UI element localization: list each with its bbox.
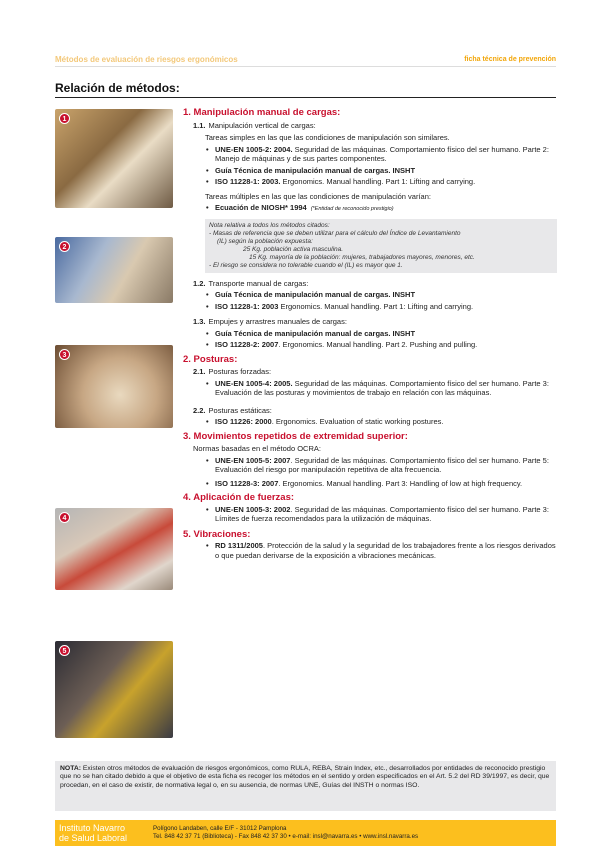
header-subtitle: ficha técnica de prevención bbox=[464, 56, 556, 63]
photo-number-badge: 3 bbox=[59, 349, 70, 360]
subsection-heading: 1.1. Manipulación vertical de cargas: bbox=[193, 120, 316, 130]
section-heading: 3. Movimientos repetidos de extremidad superior: bbox=[183, 430, 408, 442]
subsection-heading: 1.3. Empujes y arrastres manuales de cargas: bbox=[193, 317, 347, 326]
photo-force-application bbox=[55, 641, 173, 738]
photo-cargo-handling bbox=[55, 109, 173, 208]
title-divider bbox=[55, 97, 556, 98]
paragraph: Tareas simples en las que las condiciones de manipulación son similares. bbox=[205, 133, 450, 142]
list-item: • ISO 11226: 2000. Ergonomics. Evaluation of static working postures. bbox=[205, 417, 557, 427]
header-title: Métodos de evaluación de riesgos ergonómicos bbox=[55, 55, 238, 64]
list-item: • Guía Técnica de manipulación manual de cargas. INSHT bbox=[205, 329, 557, 339]
photo-repetitive-movements bbox=[55, 508, 173, 590]
list-item: • ISO 11228-2: 2007. Ergonomics. Manual handling. Part 2. Pushing and pulling. bbox=[205, 340, 557, 350]
list-item: • ISO 11228-3: 2007. Ergonomics. Manual handling. Part 3: Handling of low at high frequency. bbox=[205, 479, 557, 489]
section-heading: 2. Posturas: bbox=[183, 353, 238, 365]
paragraph: Normas basadas en el método OCRA: bbox=[193, 444, 321, 453]
subsection-heading: 2.1. Posturas forzadas: bbox=[193, 367, 272, 376]
list-item: • RD 1311/2005. Protección de la salud y la seguridad de los trabajadores frente a los riesgos derivados o que puedan derivarse de la exposición a vibraciones mecánicas. bbox=[205, 541, 557, 560]
list-item: • ISO 11228-1: 2003 Ergonomics. Manual handling. Part 1: Lifting and carrying. bbox=[205, 302, 557, 312]
photo-number-badge: 2 bbox=[59, 241, 70, 252]
list-item: • UNE-EN 1005-2: 2004. Seguridad de las máquinas. Comportamiento físico del ser humano. Parte 2: Manejo de máquinas y de sus partes componentes. bbox=[205, 145, 557, 164]
list-item: • Guía Técnica de manipulación manual de cargas. INSHT bbox=[205, 290, 557, 300]
photo-number-badge: 4 bbox=[59, 512, 70, 523]
paragraph: Tareas múltiples en las que las condiciones de manipulación varían: bbox=[205, 191, 431, 201]
header-divider bbox=[55, 66, 556, 67]
photo-lifting bbox=[55, 237, 173, 303]
footer-address: Polígono Landaben, calle E/F - 31012 Pamplona Tel. 848 42 37 71 (Biblioteca) - Fax 848 42 37 30 • e-mail: insl@navarra.es • www.insl.navarra.es bbox=[153, 825, 419, 840]
bottom-note: NOTA: Existen otros métodos de evaluación de riesgos ergonómicos, como RULA, REBA, Strain Index, etc., desarrollados por entidades de reconocido prestigio que no se han citado debido a que el objetivo de esta ficha es recoger los métodos en el sentido y orden especificados en el Art. 5.2 del RD 39/1997, es decir, que procedan, en el caso de existir, de normativa legal o, en su ausencia, de normas UNE, Guías del INSTH o normas ISO. bbox=[55, 761, 556, 811]
list-item: • UNE-EN 1005-4: 2005. Seguridad de las máquinas. Comportamiento físico del ser humano. Parte 3: Evaluación de las posturas y movimientos de trabajo en relación con las máquinas. bbox=[205, 379, 557, 398]
list-item: • Guía Técnica de manipulación manual de cargas. INSHT bbox=[205, 166, 557, 176]
section-heading: 4. Aplicación de fuerzas: bbox=[183, 492, 295, 503]
photo-pushing bbox=[55, 345, 173, 428]
photo-number-badge: 1 bbox=[59, 113, 70, 124]
page-title: Relación de métodos: bbox=[55, 81, 180, 95]
section-heading: 5. Vibraciones: bbox=[183, 528, 251, 540]
section-heading: 1. Manipulación manual de cargas: bbox=[183, 107, 341, 118]
note-box: Nota relativa a todos los métodos citados: - Masas de referencia que se deben utilizar para el cálculo del Índice de Levantamiento (IL) según la población expuesta: 25 Kg. población activa masculina. 15 Kg. mayoría de la población: mujeres, trabajadores mayores, menores, etc. - El riesgo se considera no tolerable cuando el (IL) es mayor que 1. bbox=[205, 219, 557, 273]
footer bbox=[55, 820, 556, 846]
footer-organization: Instituto Navarro de Salud Laboral bbox=[59, 823, 128, 843]
methods-content bbox=[183, 104, 557, 560]
list-item: • UNE-EN 1005-3: 2002. Seguridad de las máquinas. Comportamiento físico del ser humano. Parte 3: Límites de fuerza recomendados para la utilización de máquinas. bbox=[205, 505, 557, 524]
list-item: • ISO 11228-1: 2003. Ergonomics. Manual handling. Part 1: Lifting and carrying. bbox=[205, 177, 557, 187]
list-item: • Ecuación de NIOSH* 1994 (*Entidad de reconocido prestigio) bbox=[205, 203, 557, 215]
subsection-heading: 2.2. Posturas estáticas: bbox=[193, 405, 272, 415]
list-item: • UNE-EN 1005-5: 2007. Seguridad de las máquinas. Comportamiento físico del ser humano. Parte 5: Evaluación del riesgo por manipulación repetitiva de alta frecuencia. bbox=[205, 456, 557, 475]
photo-number-badge: 5 bbox=[59, 645, 70, 656]
subsection-heading: 1.2. Transporte manual de cargas: bbox=[193, 278, 309, 288]
